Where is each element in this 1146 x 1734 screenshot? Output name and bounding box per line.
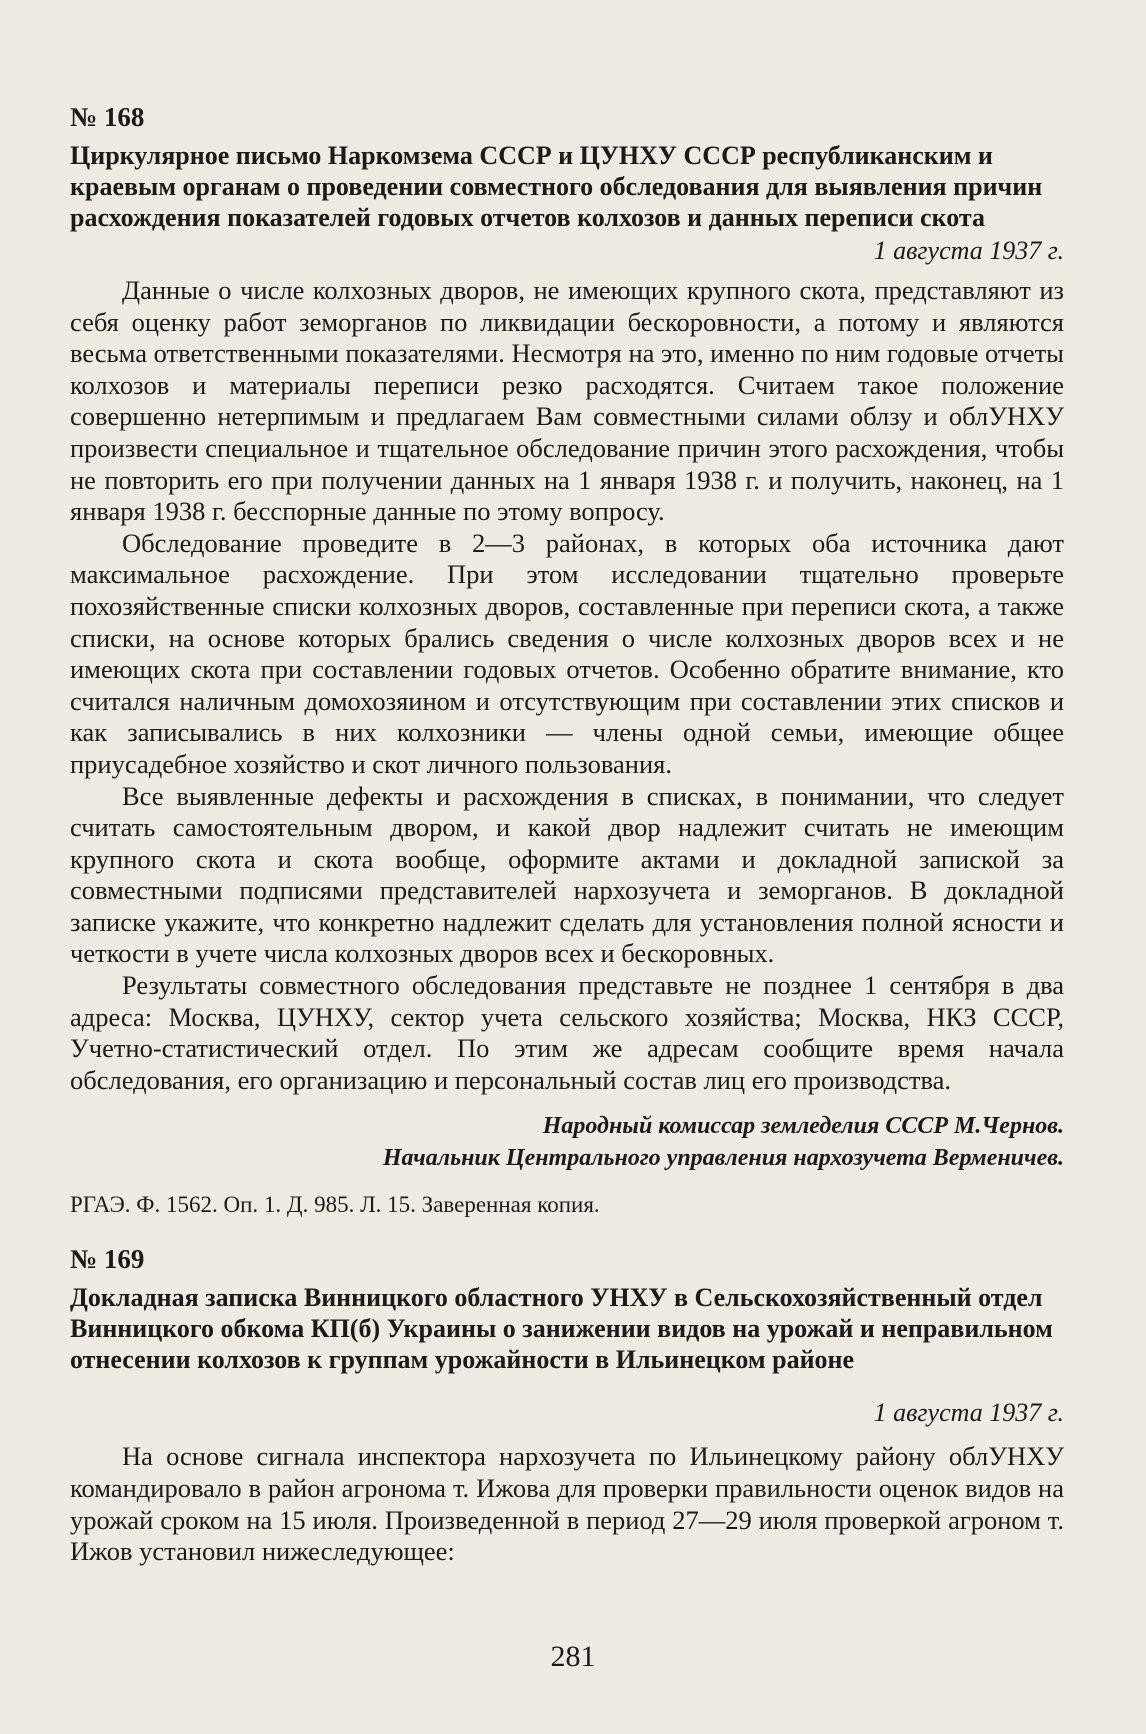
document-number: № 168 — [70, 102, 145, 132]
document-168 — [70, 100, 1064, 1220]
paragraph: Обследование проведите в 2—3 районах, в которых оба источника дают максимальное расхождение. При этом исследовании тщательно проверьте похозяйственные списки колхозных дворов, составленные при переписи скота, а также списки, на основе которых брались сведения о числе колхозных дворов всех и не имеющих скота при составлении годовых отчетов. Особенно обратите внимание, кто считался наличным домохозяином и отсутствующим при составлении этих списков и как записывались в них колхозники — члены одной семьи, имеющие общее приусадебное хозяйство и скот личного пользования. — [70, 527, 1064, 779]
paragraph: Все выявленные дефекты и расхождения в списках, в понимании, что следует считать самостоятельным двором, и какой двор надлежит считать не имеющим крупного скота и скота вообще, оформите актами и докладной запиской за совместными подписями представителей нархозучета и земорганов. В докладной записке укажите, что конкретно надлежит сделать для установления полной ясности и четкости в учете числа колхозных дворов всех и бескоровных. — [70, 780, 1064, 969]
paragraph: На основе сигнала инспектора нархозучета по Ильинецкому району облУНХУ командировало в район агронома т. Ижова для проверки правильности оценок видов на урожай сроком на 15 июля. Произведенной в период 27—29 июля проверкой агроном т. Ижов установил нижеследующее: — [70, 1441, 1064, 1567]
signature-line: Начальник Центрального управления нархозучета Верменичев. — [382, 1145, 1064, 1172]
archive-reference: РГАЭ. Ф. 1562. Оп. 1. Д. 985. Л. 15. Заверенная копия. — [70, 1192, 600, 1218]
page-content — [70, 100, 1064, 1568]
document-title: Докладная записка Винницкого областного УНХУ в Сельскохозяйственный отдел Винницкого обкома КП(б) Украины о занижении видов на урожай и неправильном отнесении колхозов к группам урожайности в Ильинецком районе — [70, 1283, 1053, 1375]
document-number: № 169 — [70, 1244, 145, 1275]
signature-line: Народный комиссар земледелия СССР М.Чернов. — [542, 1113, 1064, 1140]
paragraph: Результаты совместного обследования представьте не позднее 1 сентября в два адреса: Москва, ЦУНХУ, сектор учета сельского хозяйства; Москва, НКЗ СССР, Учетно-статистический отдел. По этим же адресам сообщите время начала обследования, его организацию и персональный состав лиц его производства. — [70, 970, 1064, 1095]
document-date: 1 августа 1937 г. — [873, 1398, 1064, 1428]
paragraph: Данные о числе колхозных дворов, не имеющих крупного скота, представляют из себя оценку работ земорганов по ликвидации бескоровности, а потому и являются весьма ответственными показателями. Несмотря на это, именно по ним годовые отчеты колхозов и материалы переписи резко расходятся. Считаем такое положение совершенно нетерпимым и предлагаем Вам совместными силами облзу и облУНХУ произвести специальное и тщательное обследование причин этого расхождения, чтобы не повторить его при получении данных на 1 января 1938 г. и получить, наконец, на 1 января 1938 г. бесспорные данные по этому вопросу. — [70, 275, 1064, 527]
document-title: Циркулярное письмо Наркомзема СССР и ЦУНХУ СССР республиканским и краевым органам о проведении совместного обследования для выявления причин расхождения показателей годовых отчетов колхозов и данных переписи скота — [70, 141, 1043, 232]
page-number: 281 — [550, 1640, 596, 1673]
document-date: 1 августа 1937 г. — [873, 236, 1064, 265]
document-169 — [70, 1242, 1064, 1567]
